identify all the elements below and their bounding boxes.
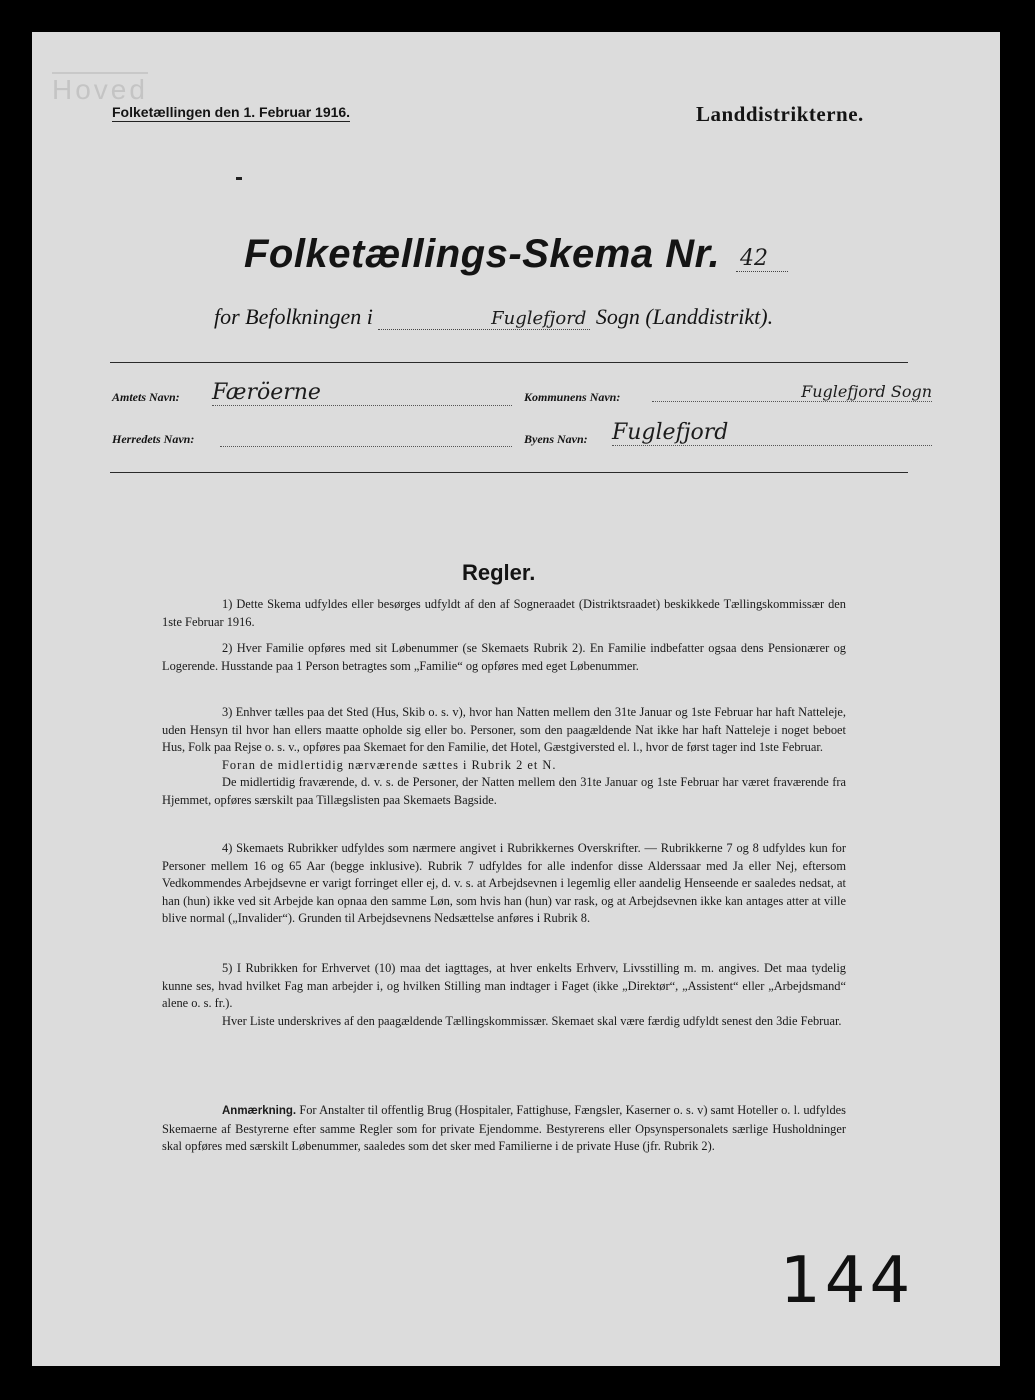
top-divider xyxy=(110,362,908,363)
census-date-header: Folketællingen den 1. Februar 1916. xyxy=(112,104,351,120)
note-label: Anmærkning. xyxy=(222,1105,297,1117)
note-paragraph xyxy=(162,1102,846,1156)
rule-1 xyxy=(162,596,846,631)
rule-1-text: 1) Dette Skema udfyldes eller besørges udfyldt af den af Sogneraadet (Distriktsraadet) beskikkede Tællingskommissær den 1ste Februar 1916. xyxy=(162,597,846,629)
note xyxy=(162,1102,846,1156)
subtitle-prefix: for Befolkningen i xyxy=(214,304,373,329)
by-label: Byens Navn: xyxy=(524,432,588,446)
form-title xyxy=(244,232,720,277)
rule-3-absent-text: De midlertidig fraværende, d. v. s. de Personer, der Natten mellem den 31te Januar og 1ste Februar har været fraværende fra Hjemmet, opføres særskilt paa Tillægslisten paa Skemaets Bagside. xyxy=(162,775,846,807)
amt-value: Færöerne xyxy=(212,380,512,406)
rule-3-present-text: Foran de midlertidig nærværende sættes i Rubrik 2 et N. xyxy=(222,757,557,772)
herred-label: Herredets Navn: xyxy=(112,432,195,446)
rule-5-signature-text: Hver Liste underskrives af den paagældende Tællingskommissær. Skemaet skal være færdig udfyldt senest den 3die Februar. xyxy=(222,1013,842,1028)
rule-4-text: 4) Skemaets Rubrikker udfyldes som nærmere angivet i Rubrikkernes Overskrifter. — Rubrikkerne 7 og 8 udfyldes kun for Personer mellem 16 og 65 Aar (begge inklusive). Rubrik 7 udfyldes for alle indenfor disse Alderssaar med Ja eller Nej, eftersom Vedkommendes Arbejdsevne er varigt forringet eller ej, d. v. s. at Arbejdsevnen i legemlig eller aandelig Henseende er saaledes nedsat, at han (hun) ikke ved sit Arbejde kan opnaa den samme Løn, som hvis han (hun) var rask, og at Arbejdsevnen ikke kan antages atter at ville blive normal („Invalider“). Grunden til Arbejdsevnens Nedsættelse anføres i Rubrik 8. xyxy=(162,841,846,926)
dot-mark xyxy=(236,177,242,180)
herred-value xyxy=(220,428,512,447)
rule-4 xyxy=(162,840,846,928)
form-subtitle xyxy=(214,304,773,330)
form-title-text: Folketællings-Skema Nr. xyxy=(244,232,721,276)
amt-label: Amtets Navn: xyxy=(112,390,180,404)
rule-2 xyxy=(162,640,846,675)
kommune-value: Fuglefjord Sogn xyxy=(652,382,932,402)
census-form-page xyxy=(32,32,1000,1366)
rule-3 xyxy=(162,704,846,810)
form-number: 42 xyxy=(736,246,788,272)
rule-2-text: 2) Hver Familie opføres med sit Løbenummer (se Skemaets Rubrik 2). En Familie indbefatter ogsaa dens Pensionærer og Logerende. Husstande paa 1 Person betragtes som „Familie“ og opføres med eget Løbenummer. xyxy=(162,641,846,673)
parish-handwritten: Fuglefjord xyxy=(378,308,590,330)
rule-5 xyxy=(162,960,846,1030)
rule-5-text: 5) I Rubrikken for Erhvervet (10) maa det iagttages, at hver enkelts Erhverv, Livsstilling m. m. angives. Det maa tydelig kunne ses, hvad hvilket Fag man arbejder i, og hvilken Stilling man indtager i Faget (ikke „Direktør“, „Assistent“ eller „Arbejdsmand“ alene o. s. fr.). xyxy=(162,961,846,1011)
kommune-label: Kommunens Navn: xyxy=(524,390,621,404)
rule-3-text: 3) Enhver tælles paa det Sted (Hus, Skib o. s. v), hvor han Natten mellem den 31te Januar og 1ste Februar har haft Natteleje, uden Hensyn til hvor han ellers maatte opholde sig eller bo. Personer, som den paagældende Nat ikke har haft Natteleje i noget beboet Hus, Folk paa Rejse o. s. v., opføres paa Skemaet for den Familie, det Hotel, Gæstgiversted el. l., hvor de først tager ind 1ste Februar. xyxy=(162,705,846,755)
field-divider xyxy=(110,472,908,473)
rules-heading: Regler. xyxy=(462,560,536,585)
faint-stamp: Hoved xyxy=(52,74,148,105)
district-type-header: Landdistrikterne. xyxy=(696,102,864,126)
subtitle-suffix: Sogn (Landdistrikt). xyxy=(595,304,774,329)
by-value: Fuglefjord xyxy=(612,420,932,446)
page-number: 144 xyxy=(780,1244,915,1318)
note-text: For Anstalter til offentlig Brug (Hospitaler, Fattighuse, Fængsler, Kaserner o. s. v) samt Hoteller o. l. udfyldes Skemaerne af Bestyrerne efter samme Regler som for private Ejendomme. Bestyrerens eller Opsynspersonalets særlige Husholdninger skal opføres med særskilt Løbenummer, saaledes som det sker med Familierne i de private Huse (jfr. Rubrik 2). xyxy=(162,1103,846,1154)
